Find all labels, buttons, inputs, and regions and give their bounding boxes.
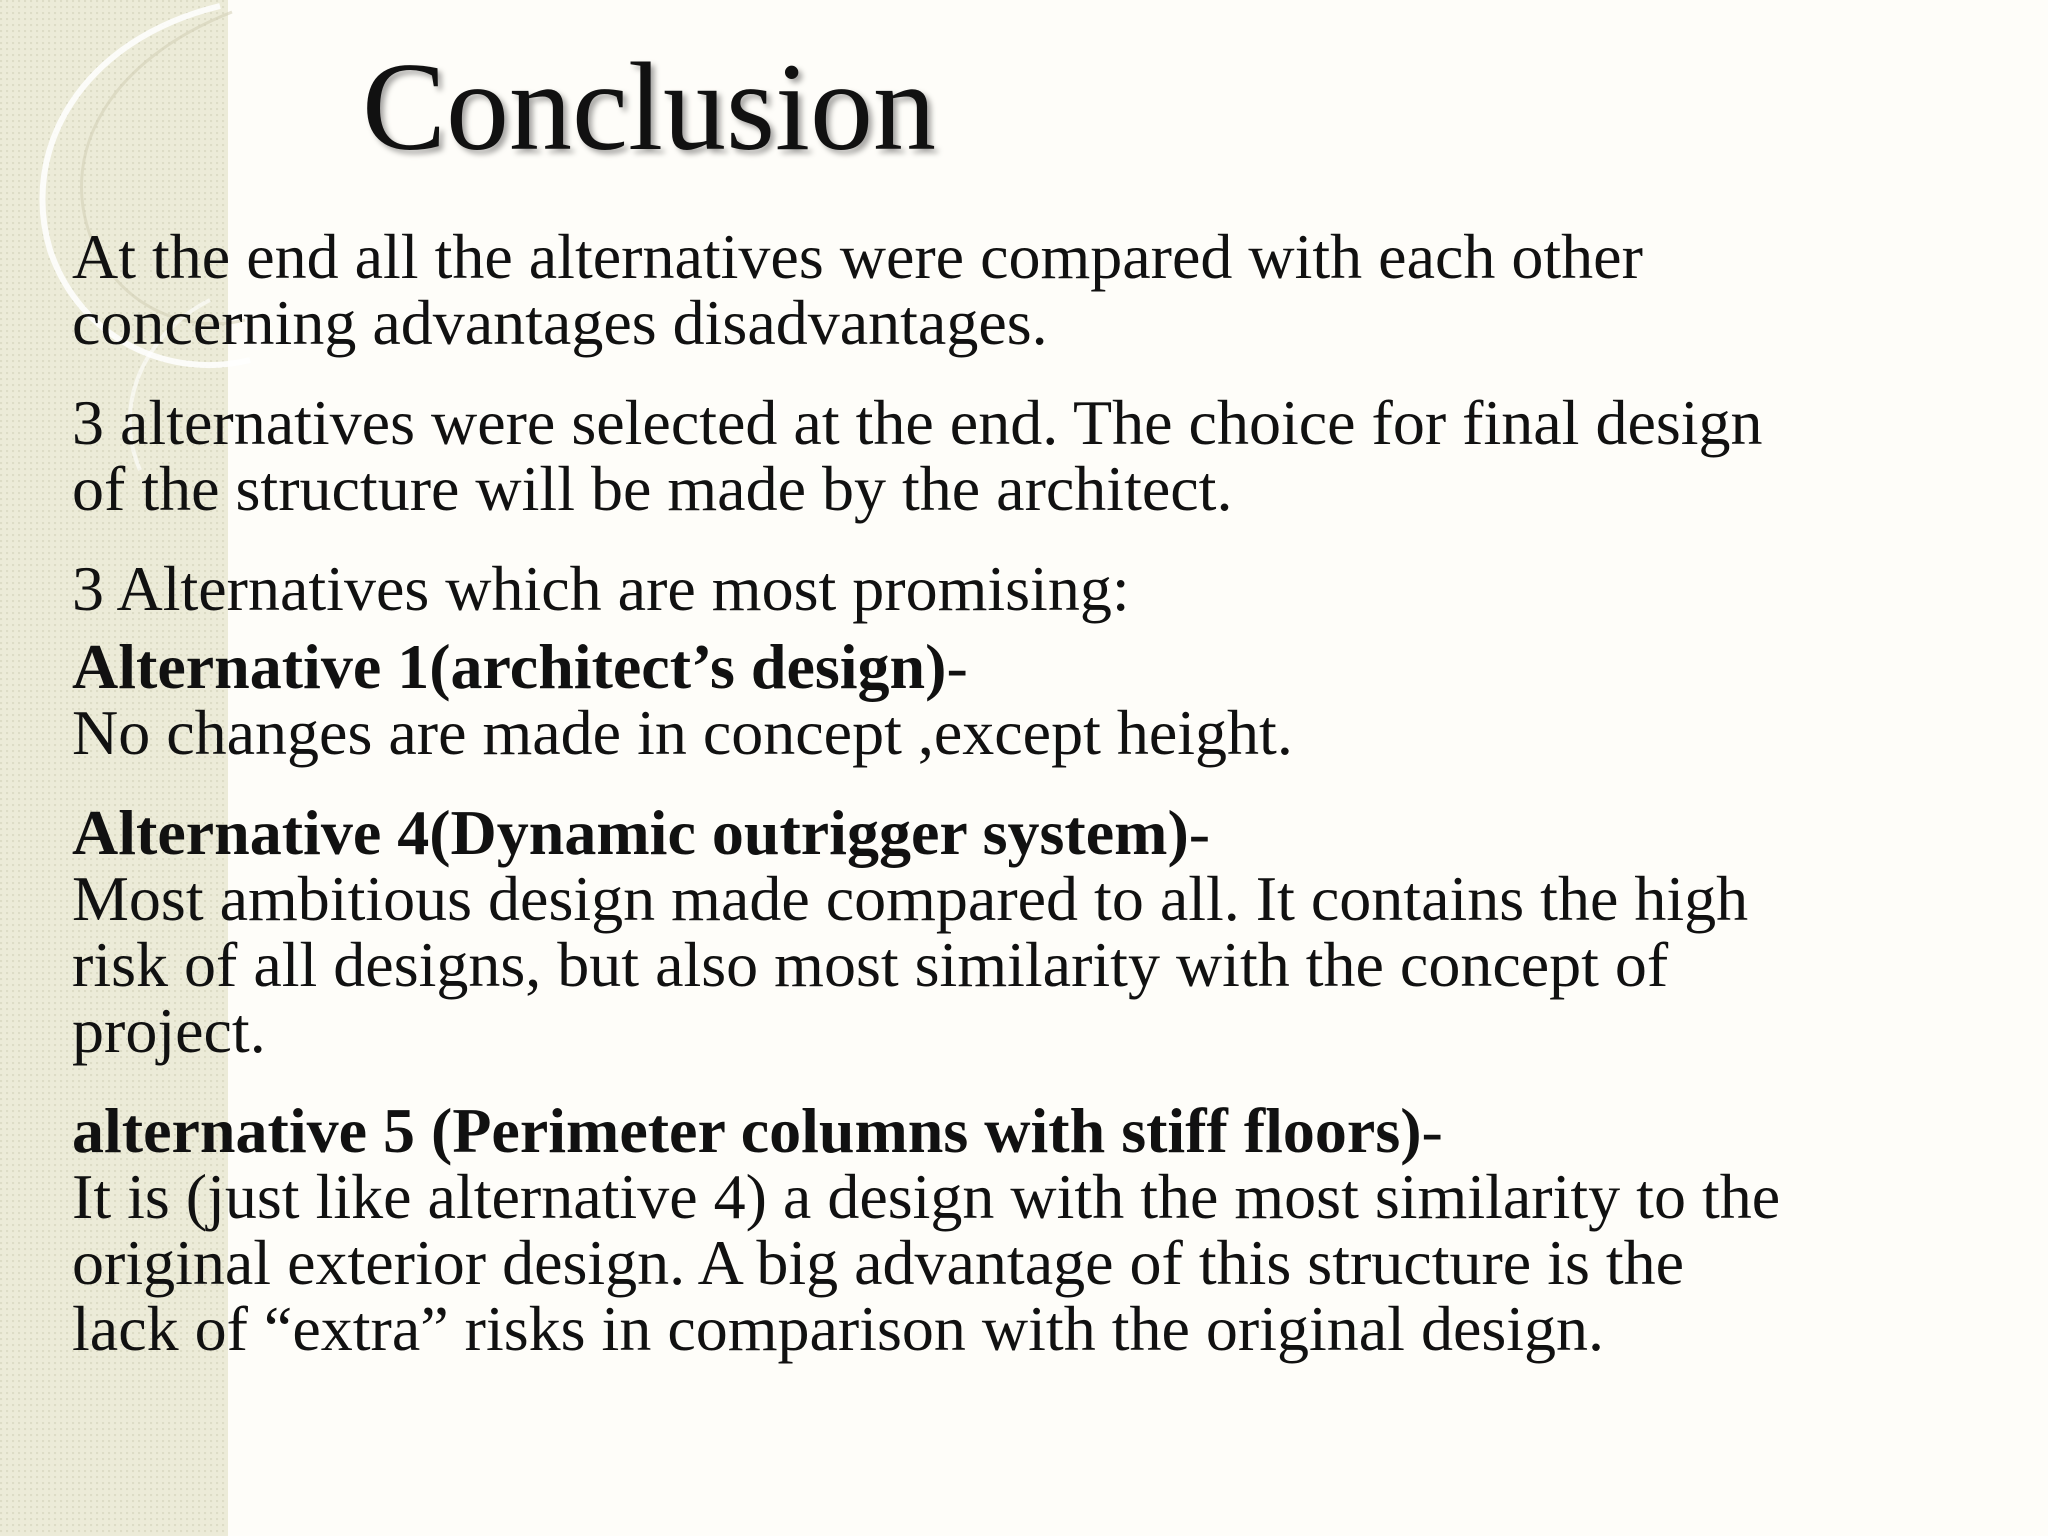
alternative-5-dash: - <box>1421 1095 1443 1166</box>
alternative-1-dash: - <box>946 631 968 702</box>
alternative-5-title: alternative 5 (Perimeter columns with stiff floors) <box>72 1095 1422 1166</box>
alternative-4 <box>72 797 2032 1066</box>
alternative-5-heading <box>72 1095 2032 1166</box>
alternative-5 <box>72 1095 2032 1364</box>
alternative-4-heading <box>72 797 2032 868</box>
alternative-1-description: No changes are made in concept ,except height. <box>72 697 1293 768</box>
slide-body <box>72 221 2032 1396</box>
alternatives-intro: 3 Alternatives which are most promising: <box>72 553 1130 624</box>
alternative-5-description: It is (just like alternative 4) a design with the most similarity to the original exterior design. A big advantage of this structure is the lack of “extra” risks in comparison with the original design. <box>72 1161 1781 1364</box>
alternative-4-description: Most ambitious design made compared to all. It contains the high risk of all designs, but also most similarity with the concept of project. <box>72 863 1749 1066</box>
alternative-4-dash: - <box>1188 797 1211 868</box>
alternative-1-heading <box>72 631 2032 702</box>
alternative-4-title: Alternative 4(Dynamic outrigger system) <box>72 797 1189 868</box>
alternative-1 <box>72 631 2032 768</box>
selection-paragraph: 3 alternatives were selected at the end. The choice for final design of the structure will be made by the architect. <box>72 387 1763 524</box>
alternative-1-title: Alternative 1(architect’s design) <box>72 631 947 702</box>
slide-title: Conclusion <box>362 38 937 177</box>
summary-paragraph: At the end all the alternatives were compared with each other concerning advantages disadvantages. <box>72 221 1643 358</box>
